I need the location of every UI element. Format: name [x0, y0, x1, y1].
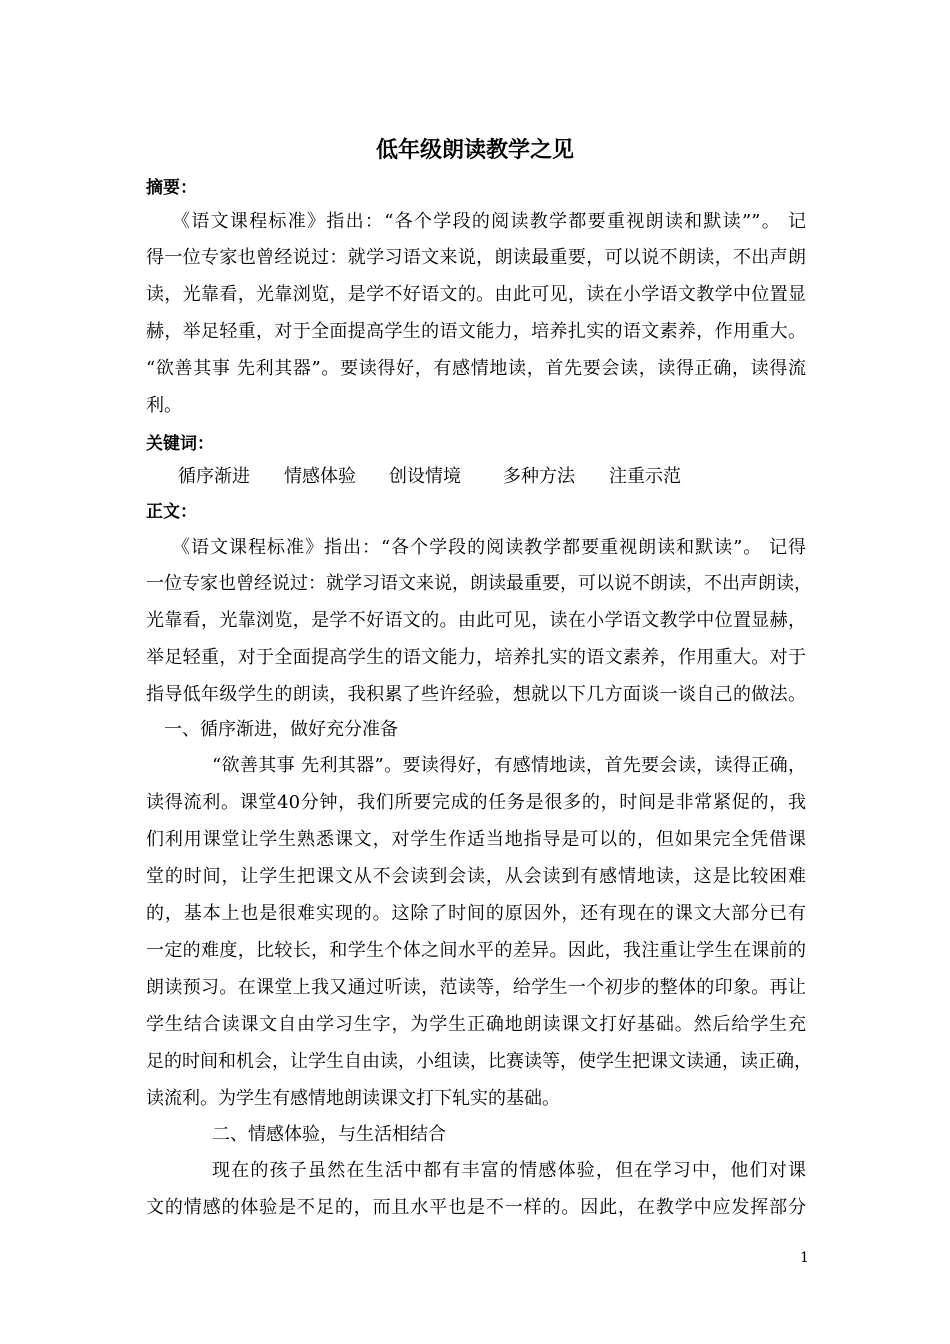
keywords-heading: 关键词：	[146, 434, 214, 454]
body-line: 一位专家也曾经说过：就学习语文来说，朗读最重要，可以说不朗读，不出声朗读，	[146, 573, 812, 594]
section-heading: 一、循序渐进，做好充分准备	[164, 719, 398, 740]
body-line: 举足轻重，对于全面提高学生的语文能力，培养扎实的语文素养，作用重大。对于	[146, 647, 806, 668]
body-line: “欲善其事 先利其器”。要读得好，有感情地读，首先要会读，读得正确，	[212, 755, 806, 776]
body-line: 读流利。为学生有感情地朗读课文打下轧实的基础。	[146, 1088, 560, 1109]
body-line: 学生结合读课文自由学习生字，为学生正确地朗读课文打好基础。然后给学生充	[146, 1014, 806, 1035]
abstract-line: 读，光靠看，光靠浏览，是学不好语文的。由此可见，读在小学语文教学中位置显	[146, 284, 806, 305]
keyword: 多种方法	[503, 466, 575, 487]
body-line: 《语文课程标准》指出：“各个学段的阅读教学都要重视朗读和默读”。 记得	[172, 537, 806, 558]
body-line: 文的情感的体验是不足的，而且水平也是不一样的。因此，在教学中应发挥部分	[146, 1197, 806, 1218]
body-line: 光靠看，光靠浏览，是学不好语文的。由此可见，读在小学语文教学中位置显赫，	[146, 610, 806, 631]
abstract-heading: 摘要：	[146, 178, 197, 198]
body-line: 足的时间和机会，让学生自由读，小组读，比赛读等，使学生把课文读通，读正确，	[146, 1051, 812, 1072]
abstract-line: “欲善其事 先利其器”。要读得好，有感情地读，首先要会读，读得正确，读得流	[146, 358, 806, 379]
body-line: 朗读预习。在课堂上我又通过听读，范读等，给学生一个初步的整体的印象。再让	[146, 977, 806, 998]
body-line: 们利用课堂让学生熟悉课文，对学生作适当地指导是可以的，但如果完全凭借课	[146, 829, 806, 850]
abstract-line: 《语文课程标准》指出：“各个学段的阅读教学都要重视朗读和默读””。 记	[172, 211, 806, 232]
keyword: 循序渐进	[178, 466, 250, 487]
abstract-line: 得一位专家也曾经说过：就学习语文来说，朗读最重要，可以说不朗读，不出声朗	[146, 247, 806, 268]
body-line: 一定的难度，比较长，和学生个体之间水平的差异。因此，我注重让学生在课前的	[146, 940, 806, 961]
keyword: 创设情境	[389, 466, 461, 487]
page-number: 1	[800, 1250, 809, 1266]
keyword: 注重示范	[609, 466, 681, 487]
keyword: 情感体验	[284, 466, 356, 487]
body-line: 读得流利。课堂40分钟，我们所要完成的任务是很多的，时间是非常紧促的，我	[146, 792, 806, 813]
body-line: 现在的孩子虽然在生活中都有丰富的情感体验，但在学习中，他们对课	[212, 1160, 806, 1181]
body-line: 堂的时间，让学生把课文从不会读到会读，从会读到有感情地读，这是比较困难	[146, 866, 806, 887]
section-heading: 二、情感体验，与生活相结合	[212, 1124, 446, 1145]
document-title: 低年级朗读教学之见	[375, 138, 574, 163]
abstract-line: 利。	[146, 395, 182, 416]
abstract-line: 赫，举足轻重，对于全面提高学生的语文能力，培养扎实的语文素养，作用重大。	[146, 321, 806, 342]
body-line: 的，基本上也是很难实现的。这除了时间的原因外，还有现在的课文大部分已有	[146, 903, 806, 924]
body-heading: 正文：	[146, 502, 197, 522]
body-line: 指导低年级学生的朗读，我积累了些许经验，想就以下几方面谈一谈自己的做法。	[146, 684, 806, 705]
